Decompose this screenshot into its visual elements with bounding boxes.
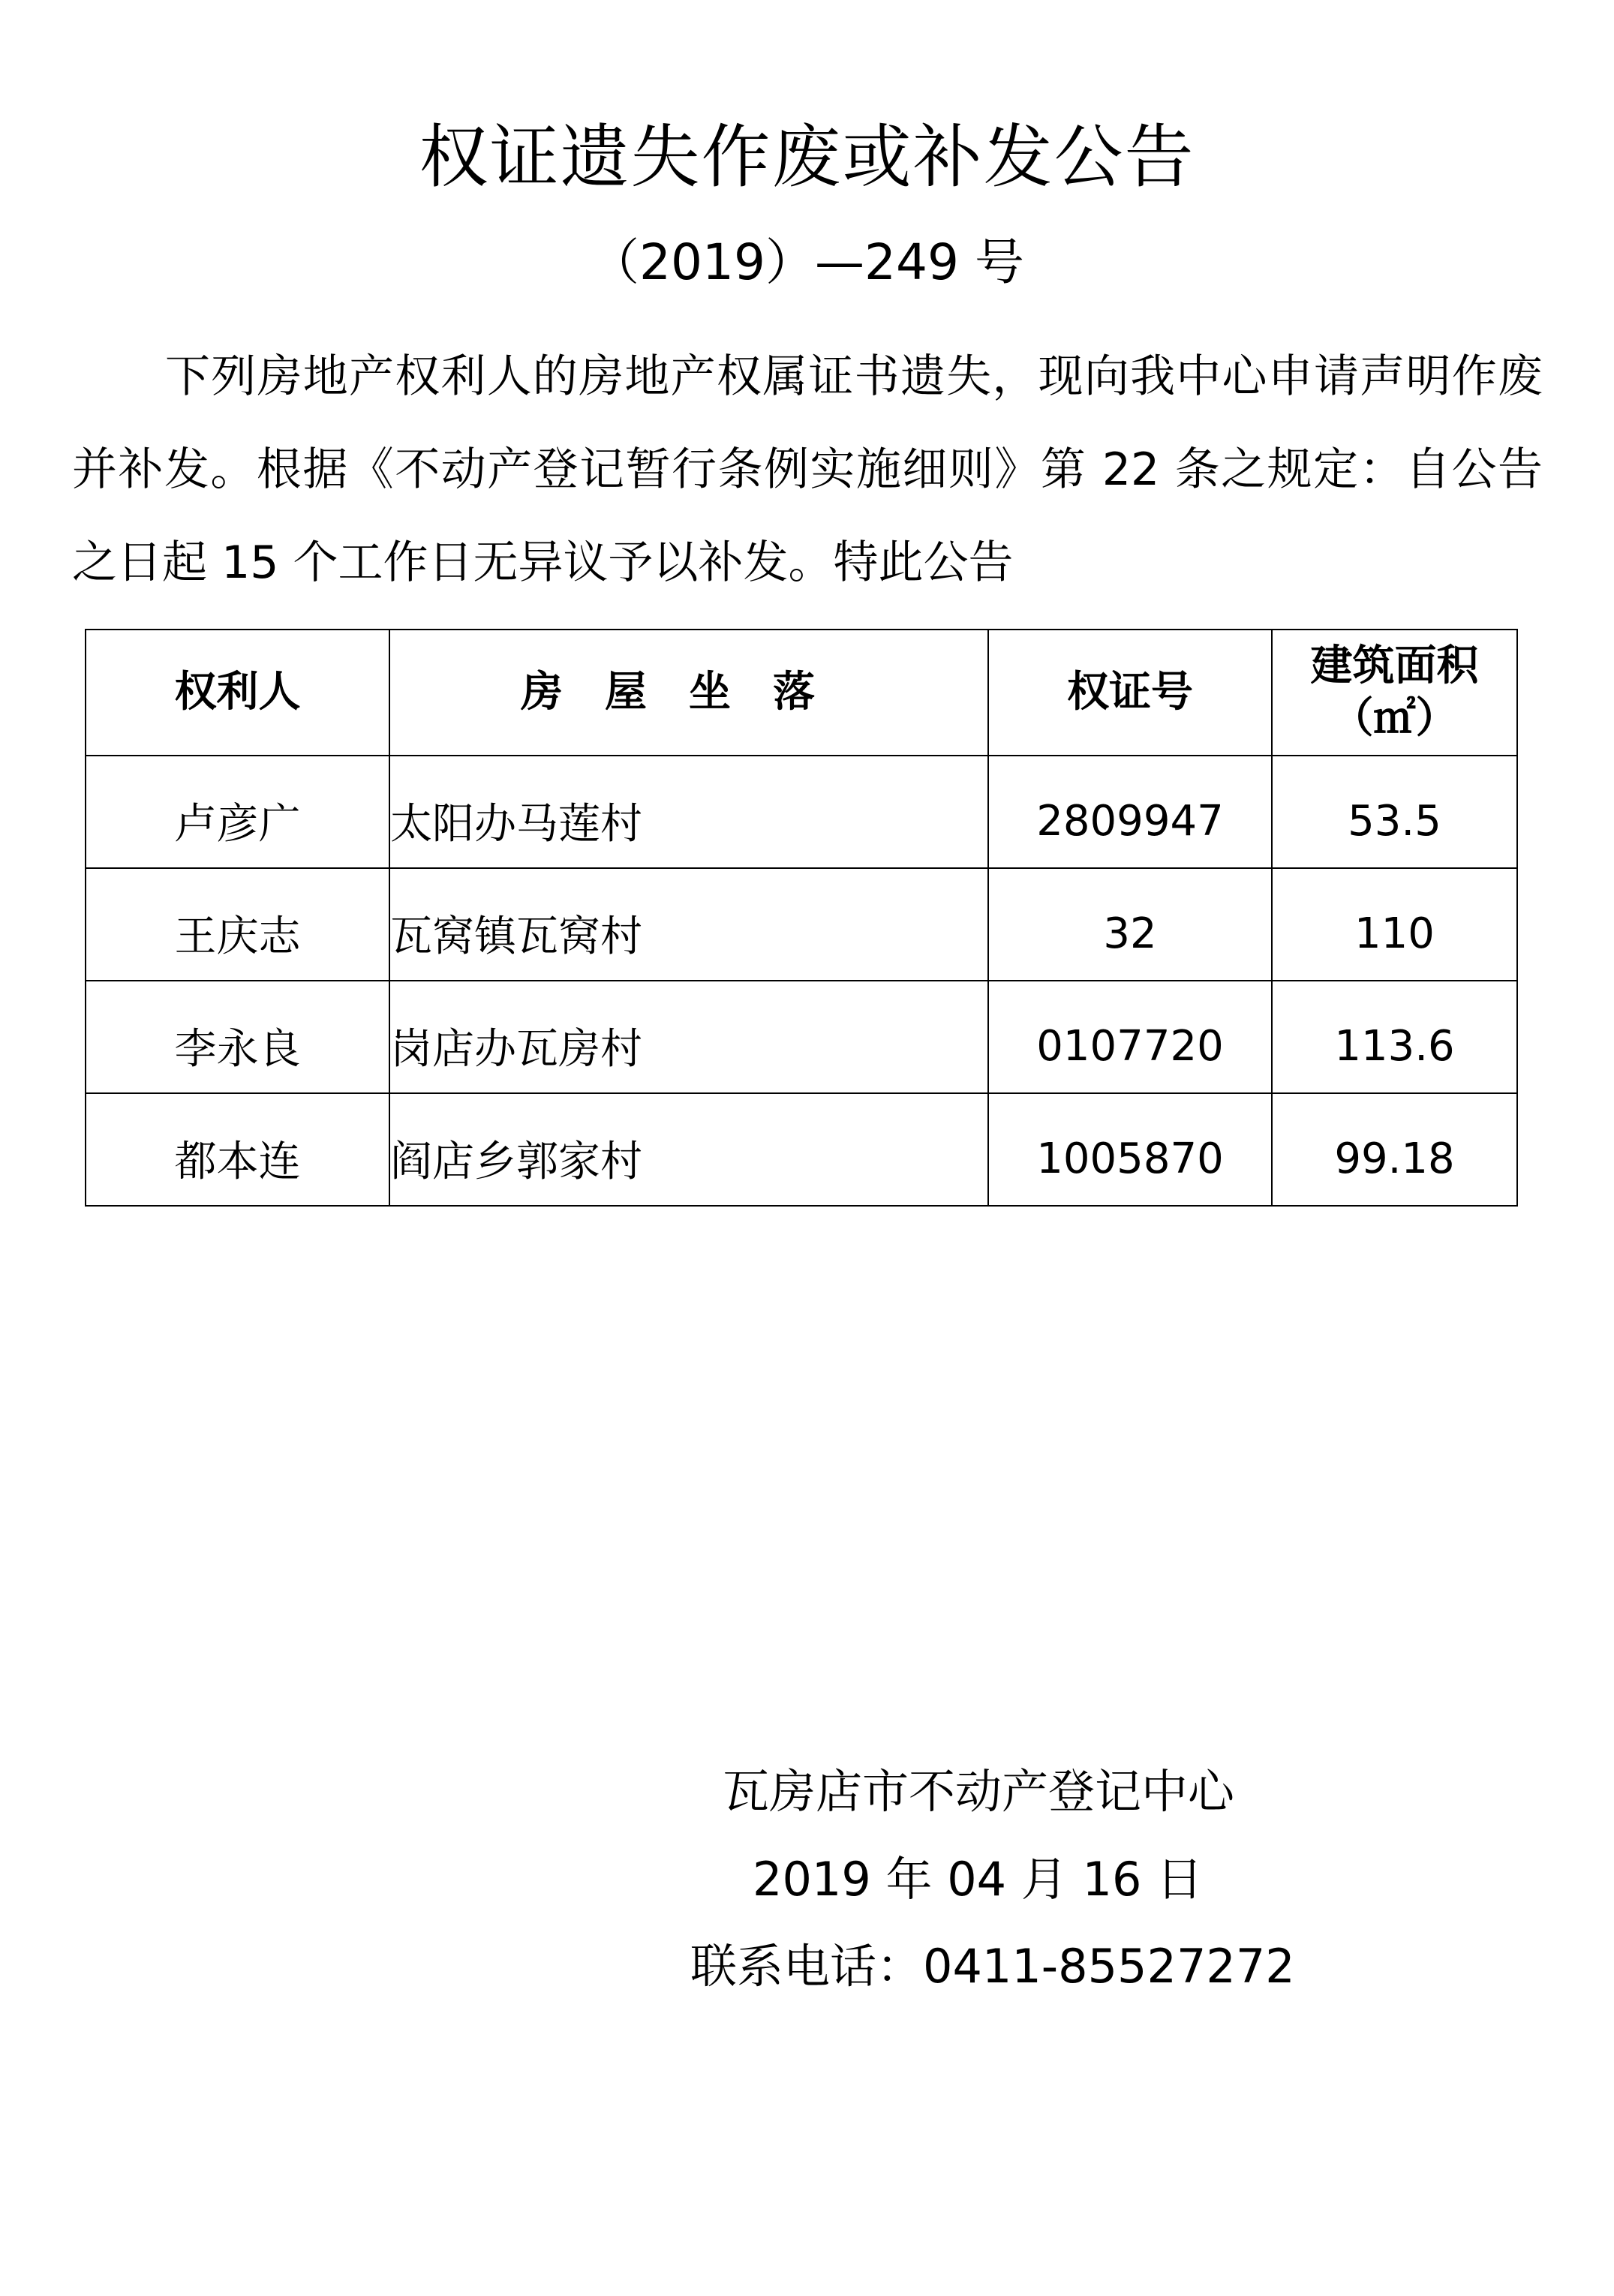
cell-certificate: 0107720 xyxy=(988,981,1272,1093)
header-area-unit: （㎡） xyxy=(1331,694,1458,743)
header-owner: 权利人 xyxy=(86,630,389,756)
notice-number: （2019）—249 号 xyxy=(590,233,1024,291)
cell-owner: 都本连 xyxy=(86,1093,389,1206)
cell-owner: 王庆志 xyxy=(86,868,389,981)
header-certificate: 权证号 xyxy=(988,630,1272,756)
cell-area: 53.5 xyxy=(1272,756,1517,868)
certificate-table xyxy=(85,629,1518,1207)
cell-location: 太阳办马莲村 xyxy=(389,756,988,868)
cell-area: 110 xyxy=(1272,868,1517,981)
cell-area: 113.6 xyxy=(1272,981,1517,1093)
contact-phone: 联系电话：0411-85527272 xyxy=(690,1939,1295,1994)
cell-area: 99.18 xyxy=(1272,1093,1517,1206)
cell-location: 岗店办瓦房村 xyxy=(389,981,988,1093)
notice-body: 下列房地产权利人的房地产权属证书遗失，现向我中心申请声明作废并补发。根据《不动产登记暂行条例实施细则》第 22 条之规定：自公告之日起 15 个工作日无异议予以补发。特此公告 xyxy=(72,350,1543,589)
cell-location: 阎店乡郭家村 xyxy=(389,1093,988,1206)
header-location xyxy=(389,630,988,756)
table-row xyxy=(86,868,1517,981)
cell-owner: 李永良 xyxy=(86,981,389,1093)
issuing-organization: 瓦房店市不动产登记中心 xyxy=(723,1764,1235,1819)
cell-location: 瓦窝镇瓦窝村 xyxy=(389,868,988,981)
cell-certificate: 2809947 xyxy=(988,756,1272,868)
cell-owner: 卢彦广 xyxy=(86,756,389,868)
header-area-label: 建筑面积 xyxy=(1310,642,1479,690)
table-row xyxy=(86,1093,1517,1206)
cell-certificate: 32 xyxy=(988,868,1272,981)
table-row xyxy=(86,756,1517,868)
table-row xyxy=(86,981,1517,1093)
cell-certificate: 1005870 xyxy=(988,1093,1272,1206)
notice-title: 权证遗失作废或补发公告 xyxy=(419,117,1195,197)
issue-date: 2019 年 04 月 16 日 xyxy=(753,1852,1204,1907)
table-header-row xyxy=(86,630,1517,756)
header-location-label: 房屋坐落 xyxy=(521,668,857,717)
header-area xyxy=(1272,630,1517,756)
